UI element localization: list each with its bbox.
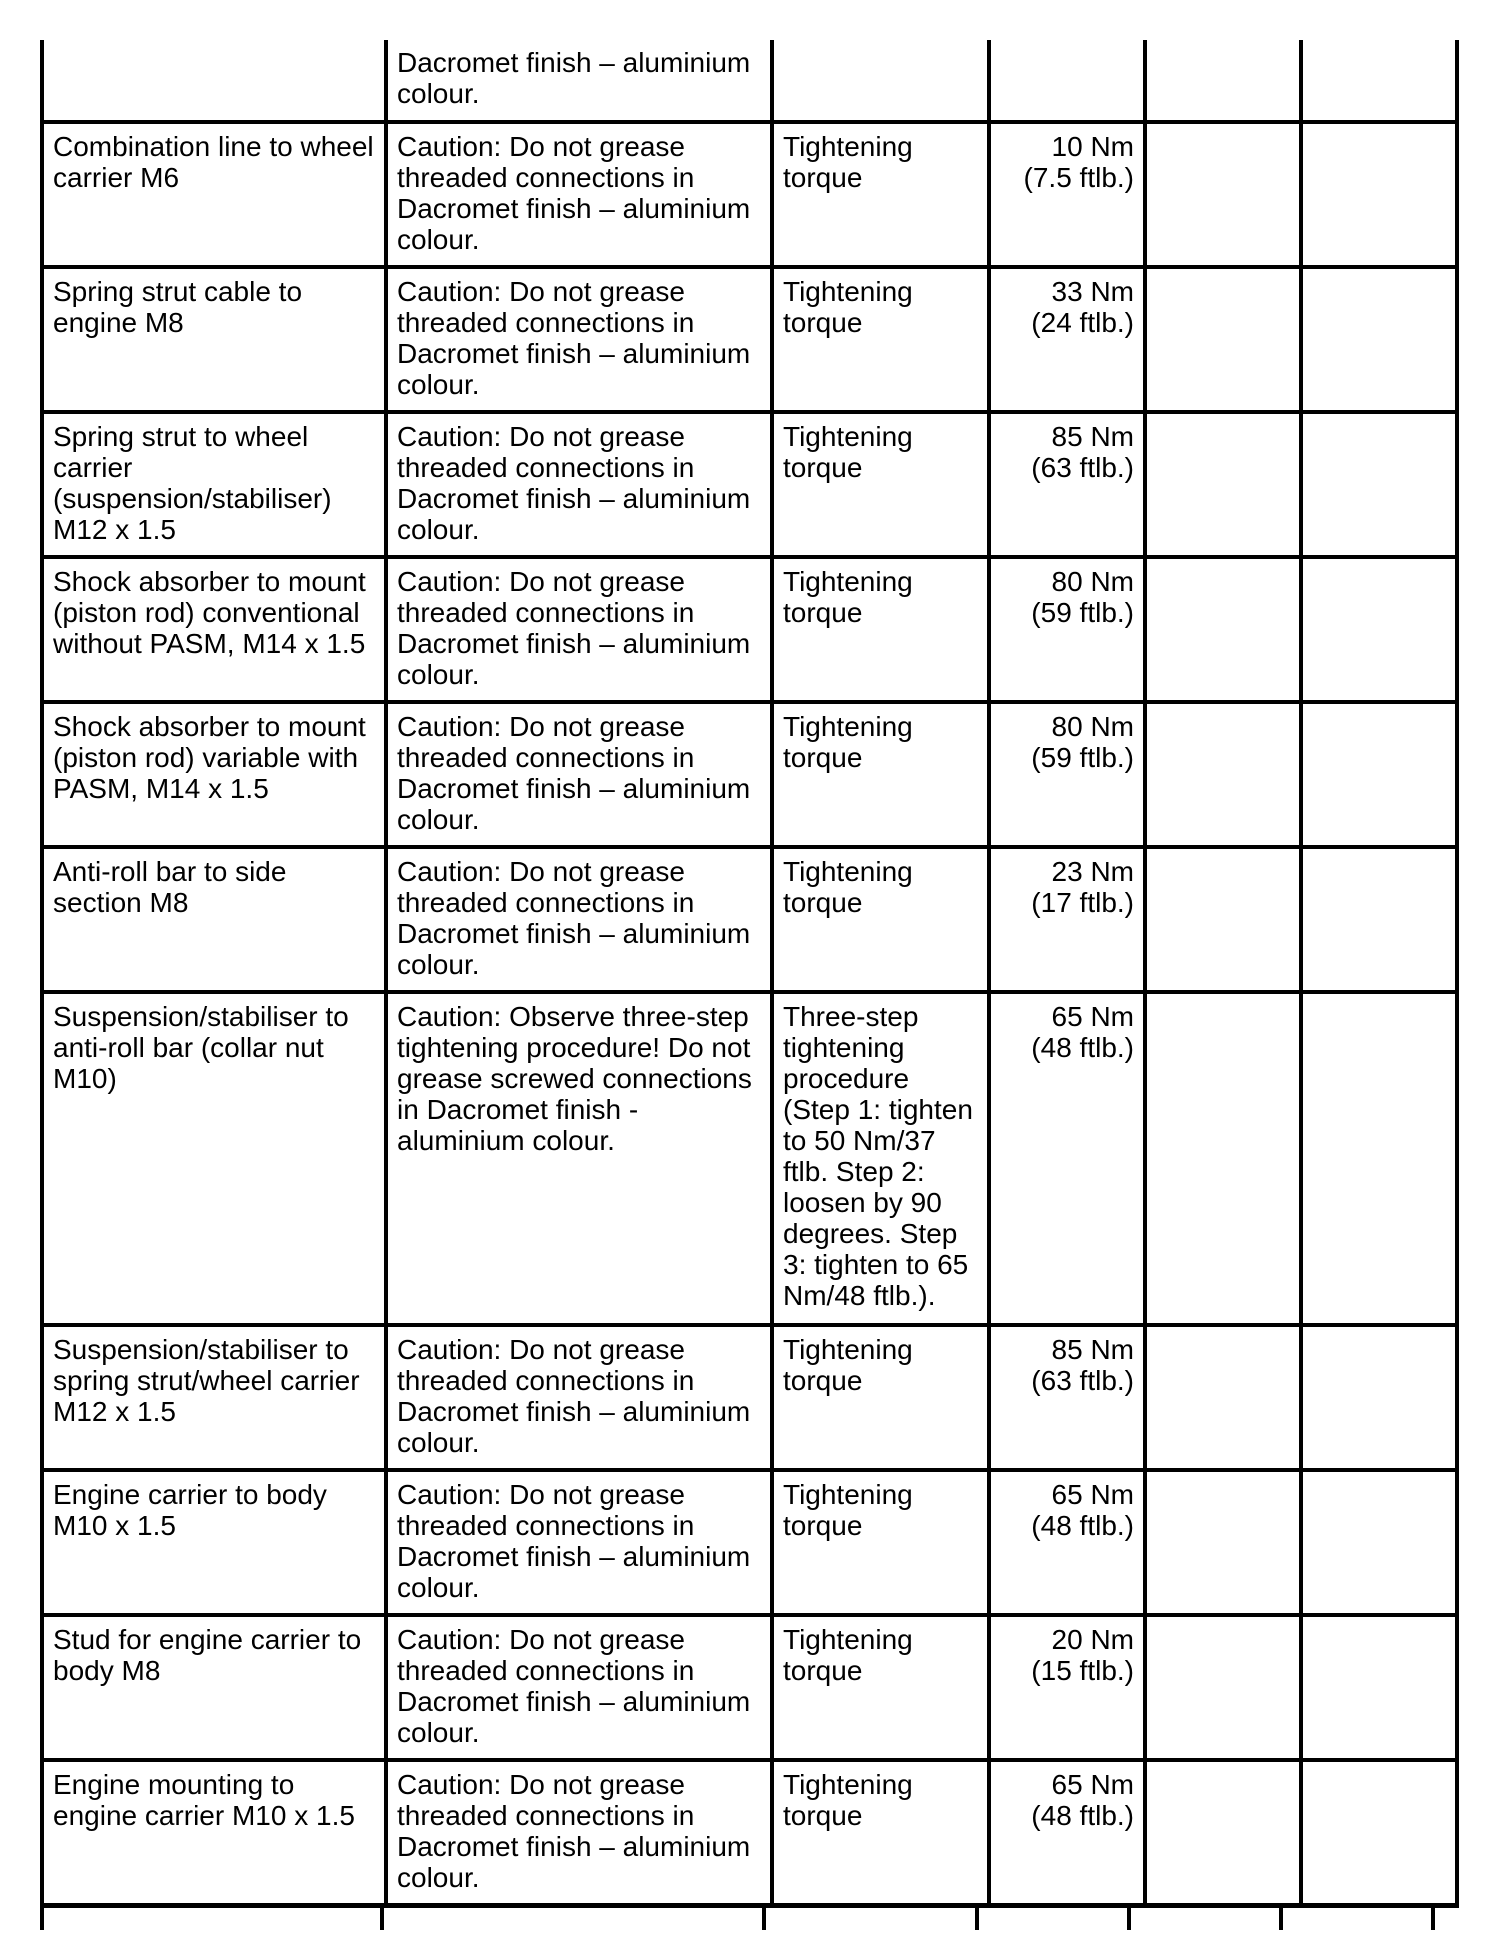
torque-value-cell <box>989 1615 1145 1760</box>
empty-cell <box>1301 847 1457 992</box>
empty-cell <box>1301 412 1457 557</box>
torque-nm: 33 Nm <box>1051 276 1134 307</box>
table-row <box>42 1760 1457 1905</box>
torque-ftlb: (17 ftlb.) <box>1031 887 1134 918</box>
table-row <box>42 557 1457 702</box>
table-row <box>42 847 1457 992</box>
tightening-type-cell <box>772 40 989 122</box>
torque-value-cell <box>989 122 1145 267</box>
torque-ftlb: (24 ftlb.) <box>1031 307 1134 338</box>
torque-nm: 80 Nm <box>1051 711 1134 742</box>
empty-cell <box>1145 992 1301 1325</box>
torque-nm: 65 Nm <box>1051 1769 1134 1800</box>
empty-cell <box>1145 40 1301 122</box>
component-cell: Shock absorber to mount (piston rod) variable with PASM, M14 x 1.5 <box>42 702 386 847</box>
torque-value-cell <box>989 412 1145 557</box>
empty-cell <box>1145 1760 1301 1905</box>
tightening-type-cell: Tightening torque <box>772 702 989 847</box>
empty-cell <box>1301 1760 1457 1905</box>
note-cell: Caution: Do not grease threaded connections in Dacromet finish – aluminium colour. <box>386 847 772 992</box>
empty-cell <box>1145 847 1301 992</box>
torque-value-cell <box>989 702 1145 847</box>
torque-ftlb: (48 ftlb.) <box>1031 1032 1134 1063</box>
empty-cell <box>1145 1615 1301 1760</box>
note-cell: Caution: Do not grease threaded connections in Dacromet finish – aluminium colour. <box>386 1615 772 1760</box>
component-cell: Suspension/stabiliser to anti-roll bar (collar nut M10) <box>42 992 386 1325</box>
empty-cell <box>1301 40 1457 122</box>
torque-ftlb: (59 ftlb.) <box>1031 742 1134 773</box>
component-cell <box>42 40 386 122</box>
column-rule-stub <box>40 1908 44 1930</box>
component-cell: Engine mounting to engine carrier M10 x 1.5 <box>42 1760 386 1905</box>
empty-cell <box>1301 992 1457 1325</box>
note-cell: Caution: Observe three-step tightening procedure! Do not grease screwed connections in Dacromet finish - aluminium colour. <box>386 992 772 1325</box>
empty-cell <box>1301 122 1457 267</box>
torque-ftlb: (48 ftlb.) <box>1031 1510 1134 1541</box>
note-cell: Caution: Do not grease threaded connections in Dacromet finish – aluminium colour. <box>386 412 772 557</box>
torque-value-cell <box>989 267 1145 412</box>
note-cell: Caution: Do not grease threaded connections in Dacromet finish – aluminium colour. <box>386 267 772 412</box>
column-rule-stub <box>1279 1908 1283 1930</box>
tightening-type-cell: Tightening torque <box>772 1325 989 1470</box>
empty-cell <box>1301 702 1457 847</box>
column-rule-stub <box>975 1908 979 1930</box>
torque-ftlb: (48 ftlb.) <box>1031 1800 1134 1831</box>
empty-cell <box>1301 267 1457 412</box>
tightening-type-cell: Tightening torque <box>772 1615 989 1760</box>
tightening-type-cell: Tightening torque <box>772 267 989 412</box>
torque-ftlb: (63 ftlb.) <box>1031 452 1134 483</box>
torque-nm: 85 Nm <box>1051 1334 1134 1365</box>
note-cell: Caution: Do not grease threaded connections in Dacromet finish – aluminium colour. <box>386 1760 772 1905</box>
table-row <box>42 267 1457 412</box>
empty-cell <box>1145 412 1301 557</box>
torque-ftlb: (7.5 ftlb.) <box>1023 162 1134 193</box>
torque-value-cell <box>989 1325 1145 1470</box>
tightening-type-cell: Tightening torque <box>772 1760 989 1905</box>
empty-cell <box>1145 122 1301 267</box>
torque-nm: 20 Nm <box>1051 1624 1134 1655</box>
empty-cell <box>1145 702 1301 847</box>
component-cell: Spring strut cable to engine M8 <box>42 267 386 412</box>
table-row <box>42 1325 1457 1470</box>
torque-value-cell <box>989 557 1145 702</box>
torque-ftlb: (59 ftlb.) <box>1031 597 1134 628</box>
note-cell: Caution: Do not grease threaded connections in Dacromet finish – aluminium colour. <box>386 702 772 847</box>
component-cell: Combination line to wheel carrier M6 <box>42 122 386 267</box>
table-row <box>42 40 1457 122</box>
note-cell: Caution: Do not grease threaded connections in Dacromet finish – aluminium colour. <box>386 1470 772 1615</box>
torque-nm: 65 Nm <box>1051 1001 1134 1032</box>
table-row <box>42 1470 1457 1615</box>
table-row <box>42 702 1457 847</box>
torque-ftlb: (15 ftlb.) <box>1031 1655 1134 1686</box>
empty-cell <box>1145 267 1301 412</box>
empty-cell <box>1145 1470 1301 1615</box>
column-rule-stub <box>1127 1908 1131 1930</box>
column-rule-stub <box>762 1908 766 1930</box>
tightening-type-cell: Tightening torque <box>772 122 989 267</box>
table-row <box>42 122 1457 267</box>
column-rule-stub <box>1431 1908 1435 1930</box>
tightening-type-cell: Tightening torque <box>772 557 989 702</box>
note-cell: Caution: Do not grease threaded connections in Dacromet finish – aluminium colour. <box>386 557 772 702</box>
component-cell: Engine carrier to body M10 x 1.5 <box>42 1470 386 1615</box>
note-cell: Caution: Do not grease threaded connections in Dacromet finish – aluminium colour. <box>386 122 772 267</box>
component-cell: Anti-roll bar to side section M8 <box>42 847 386 992</box>
component-cell: Spring strut to wheel carrier (suspension/stabiliser) M12 x 1.5 <box>42 412 386 557</box>
tightening-type-cell: Three-step tightening procedure (Step 1: tighten to 50 Nm/37 ftlb. Step 2: loosen by 90 degrees. Step 3: tighten to 65 Nm/48 ftlb.). <box>772 992 989 1325</box>
table-row <box>42 1615 1457 1760</box>
empty-cell <box>1301 1470 1457 1615</box>
torque-nm: 85 Nm <box>1051 421 1134 452</box>
torque-nm: 23 Nm <box>1051 856 1134 887</box>
empty-cell <box>1301 1325 1457 1470</box>
empty-cell <box>1145 557 1301 702</box>
torque-nm: 65 Nm <box>1051 1479 1134 1510</box>
torque-value-cell <box>989 847 1145 992</box>
component-cell: Stud for engine carrier to body M8 <box>42 1615 386 1760</box>
tightening-type-cell: Tightening torque <box>772 1470 989 1615</box>
component-cell: Shock absorber to mount (piston rod) conventional without PASM, M14 x 1.5 <box>42 557 386 702</box>
note-cell: Caution: Do not grease threaded connections in Dacromet finish – aluminium colour. <box>386 1325 772 1470</box>
empty-cell <box>1301 1615 1457 1760</box>
torque-value-cell <box>989 40 1145 122</box>
torque-spec-table <box>40 40 1459 1908</box>
empty-cell <box>1301 557 1457 702</box>
torque-ftlb: (63 ftlb.) <box>1031 1365 1134 1396</box>
component-cell: Suspension/stabiliser to spring strut/wheel carrier M12 x 1.5 <box>42 1325 386 1470</box>
torque-value-cell <box>989 992 1145 1325</box>
tightening-type-cell: Tightening torque <box>772 847 989 992</box>
empty-cell <box>1145 1325 1301 1470</box>
table-row <box>42 412 1457 557</box>
column-rule-stub <box>380 1908 384 1930</box>
torque-nm: 10 Nm <box>1051 131 1134 162</box>
torque-value-cell <box>989 1760 1145 1905</box>
torque-nm: 80 Nm <box>1051 566 1134 597</box>
tightening-type-cell: Tightening torque <box>772 412 989 557</box>
note-cell: Dacromet finish – aluminium colour. <box>386 40 772 122</box>
torque-value-cell <box>989 1470 1145 1615</box>
table-row <box>42 992 1457 1325</box>
